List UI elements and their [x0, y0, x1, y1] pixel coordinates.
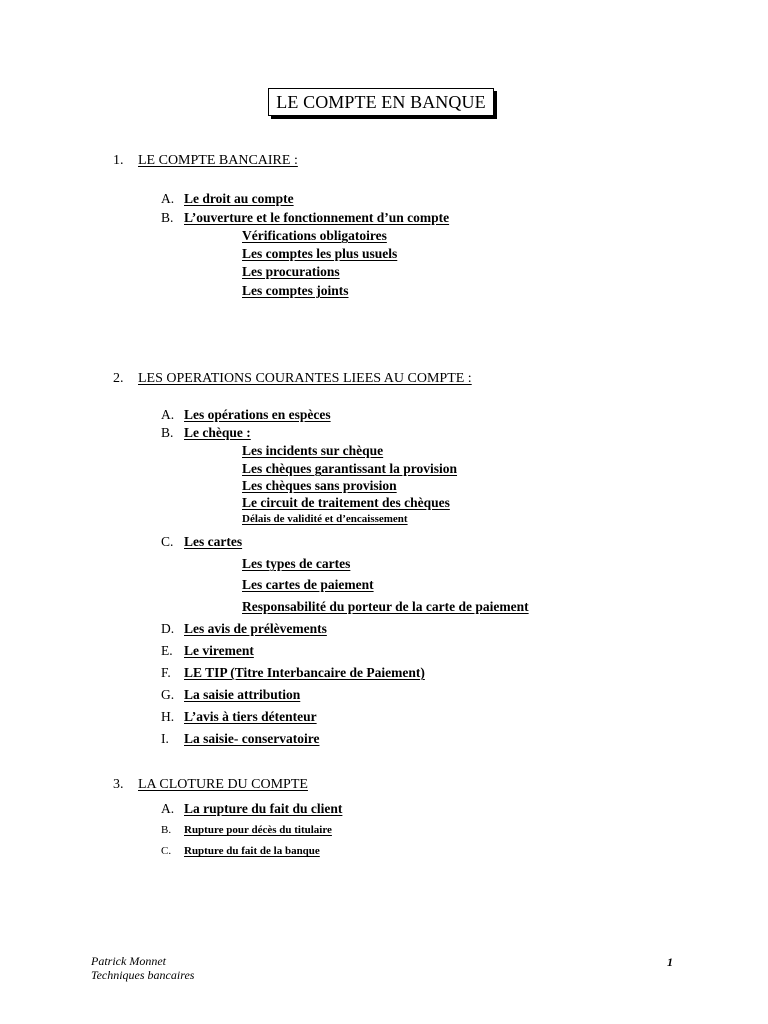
section-2-item-i: La saisie- conservatoire: [184, 731, 320, 746]
footer-course: Techniques bancaires: [91, 968, 195, 982]
section-2-item-e: Le virement: [184, 643, 254, 658]
section-3-item-b-letter: B.: [161, 824, 172, 836]
section-1-item-b: L’ouverture et le fonctionnement d’un compte: [184, 210, 450, 225]
section-2-title: LES OPERATIONS COURANTES LIEES AU COMPTE :: [138, 371, 472, 386]
section-2-item-f-letter: F.: [161, 665, 171, 680]
section-3-number: 3.: [113, 777, 124, 792]
section-2-item-a-letter: A.: [161, 407, 175, 422]
section-3-item-c-letter: C.: [161, 845, 172, 857]
section-2-b-sub-2: Les chèques garantissant la provision: [242, 461, 458, 476]
section-3-item-c: Rupture du fait de la banque: [184, 845, 320, 857]
section-2-b-sub-4: Le circuit de traitement des chèques: [242, 495, 450, 510]
section-2-item-d-letter: D.: [161, 621, 175, 636]
section-3-title: LA CLOTURE DU COMPTE: [138, 777, 308, 792]
section-1-title: LE COMPTE BANCAIRE :: [138, 153, 298, 168]
section-2-item-c: Les cartes: [184, 534, 243, 549]
section-2-item-b-letter: B.: [161, 425, 174, 440]
section-2-item-f: LE TIP (Titre Interbancaire de Paiement): [184, 665, 425, 680]
section-2-b-sub-5: Délais de validité et d’encaissement: [242, 513, 408, 525]
section-1-b-sub-3: Les procurations: [242, 264, 340, 279]
section-1-b-sub-2: Les comptes les plus usuels: [242, 246, 398, 261]
section-2-item-g-letter: G.: [161, 687, 175, 702]
page-number: 1: [667, 955, 673, 969]
section-2-item-g: La saisie attribution: [184, 687, 301, 702]
section-2-b-sub-3: Les chèques sans provision: [242, 478, 397, 493]
section-2-item-h: L’avis à tiers détenteur: [184, 709, 317, 724]
section-1-item-b-letter: B.: [161, 210, 174, 225]
section-2-item-b: Le chèque :: [184, 425, 251, 440]
section-2-item-e-letter: E.: [161, 643, 173, 658]
page-title: LE COMPTE EN BANQUE: [276, 91, 486, 112]
section-2-item-h-letter: H.: [161, 709, 175, 724]
title-box: [268, 88, 494, 116]
section-1-number: 1.: [113, 153, 124, 168]
section-2-c-sub-2: Les cartes de paiement: [242, 577, 374, 592]
section-2-item-a: Les opérations en espèces: [184, 407, 331, 422]
section-2-item-c-letter: C.: [161, 534, 174, 549]
section-3-item-a: La rupture du fait du client: [184, 801, 343, 816]
section-2-c-sub-3: Responsabilité du porteur de la carte de paiement: [242, 599, 529, 614]
section-1-b-sub-4: Les comptes joints: [242, 283, 349, 298]
section-3-item-a-letter: A.: [161, 801, 175, 816]
section-2-item-i-letter: I.: [161, 731, 169, 746]
section-2-c-sub-1: Les types de cartes: [242, 556, 351, 571]
section-2-b-sub-1: Les incidents sur chèque: [242, 443, 384, 458]
section-2-number: 2.: [113, 371, 124, 386]
section-2-item-d: Les avis de prélèvements: [184, 621, 327, 636]
section-1-b-sub-1: Vérifications obligatoires: [242, 228, 387, 243]
section-3-item-b: Rupture pour décès du titulaire: [184, 824, 332, 836]
section-1-item-a-letter: A.: [161, 191, 175, 206]
section-1-item-a: Le droit au compte: [184, 191, 294, 206]
footer-author: Patrick Monnet: [91, 954, 166, 968]
